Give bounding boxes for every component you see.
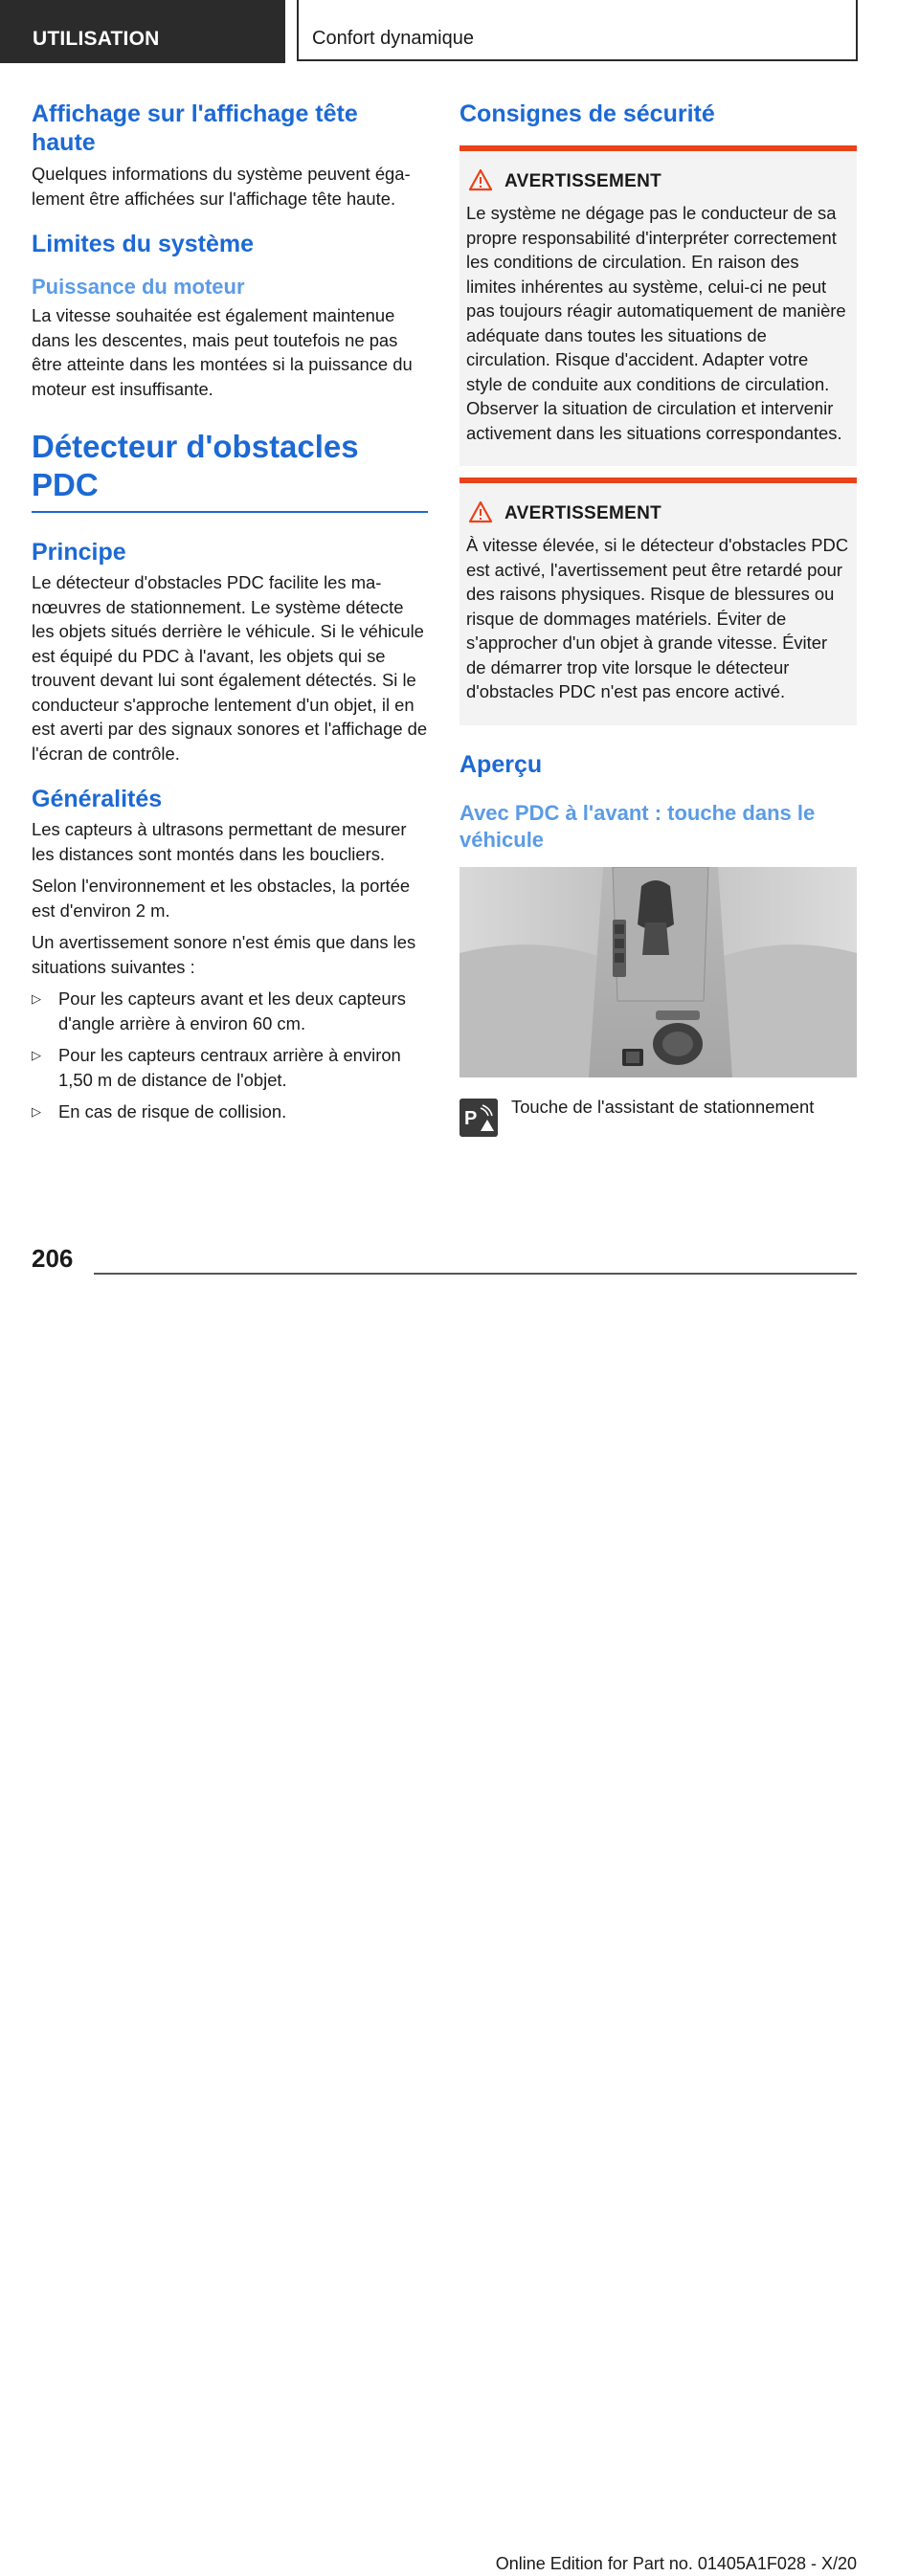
caption-text: Touche de l'assistant de stationnement [511,1096,815,1117]
warning-box-1 [460,145,857,466]
limits-heading: Limites du système [32,231,255,257]
pdc-heading-block [32,428,428,513]
hud-text: Quelques informations du système peuvent également être affichées sur l'affichage tête haute. [32,164,411,209]
general-text-3: Un avertissement sonore n'est émis que dans les situations suivantes : [32,932,416,977]
warning-triangle-icon [468,500,493,523]
section-tab: UTILISATION [0,0,285,63]
conditions-list [32,987,428,1124]
list-item-text: Pour les capteurs centraux arrière à environ 1,50 m de distance de l'objet. [58,1045,401,1090]
pdc-heading: Détecteur d'obstacles PDC [32,429,359,502]
right-column [460,96,857,1137]
page-number: 206 [32,1244,74,1273]
principle-heading: Principe [32,539,126,566]
warning-triangle-icon [468,168,493,191]
list-item-text: Pour les capteurs avant et les deux capteurs d'angle arrière à environ 60 cm. [58,988,406,1033]
principle-text: Le détecteur d'obstacles PDC facilite les manœuvres de stationnement. Le système détecte les objets situés derrière le véhicule. Si le véhicule est équipé du PDC à l'avant, les objets qui se trouvent devant lui sont également détectés. Si le conducteur s'approche lentement d'un objet, il en est averti par des signaux sonores et l'affichage de l'écran de contrôle. [32,572,428,764]
bullet-triangle-icon: ▷ [32,1104,41,1119]
footer-rule [94,1273,857,2573]
warning-title-text: AVERTISSEMENT [504,171,662,191]
parking-assistant-icon [460,1099,498,1137]
caption-row [460,1095,857,1137]
general-text-1: Les capteurs à ultrasons permettant de mesurer les distances sont montés dans les boucliers. [32,819,407,864]
edition-text: Online Edition for Part no. 01405A1F028 - X/20 [495,2554,857,2573]
warning-text: À vitesse élevée, si le détecteur d'obstacles PDC est activé, l'avertissement peut être retardé pour des raisons physiques. Risque de blessures ou risque de dommages matériels. Éviter de s'approcher d'un objet à grande vitesse. Éviter de démarrer trop vite lorsque le détecteur d'obstacles PDC n'est pas encore activé. [466,535,849,701]
warning-title [466,502,849,525]
hud-heading: Affichage sur l'affichage tête haute [32,100,358,156]
general-heading: Généralités [32,786,163,812]
safety-heading: Consignes de sécurité [460,100,715,127]
svg-text:P: P [464,1107,478,1129]
list-item [32,987,428,1035]
bullet-triangle-icon: ▷ [32,1048,41,1062]
general-text-2: Selon l'environnement et les obstacles, la portée est d'environ 2 m. [32,876,411,921]
left-column [32,96,428,1124]
overview-heading: Aperçu [460,750,543,778]
bullet-triangle-icon: ▷ [32,991,41,1006]
list-item-text: En cas de risque de collision. [58,1101,287,1121]
engine-text: La vitesse souhaitée est également maintenue dans les descentes, mais peut toutefois ne pas être atteinte dans les montées si la puissance du moteur est insuffisante. [32,305,413,399]
warning-title-text: AVERTISSEMENT [504,503,662,523]
chapter-title: Confort dynamique [297,0,858,61]
engine-heading: Puissance du moteur [32,275,245,299]
list-item [32,1099,428,1124]
warning-title [466,170,849,193]
warning-text: Le système ne dégage pas le conducteur de sa propre responsabilité d'interpréter correctement les conditions de circulation. En raison des limites inhérentes au système, celui-ci ne peut pas toujours réagir automatiquement de manière adéquate dans toutes les situations de circulation. Risque d'accident. Adapter votre style de conduite aux conditions de circulation. Observer la situation de circulation et intervenir activement dans les situations correspondantes. [466,203,846,443]
list-item [32,1043,428,1092]
center-console-photo [460,867,857,1077]
front-pdc-heading: Avec PDC à l'avant : touche dans le véhicule [460,800,816,852]
page-header [0,0,919,63]
warning-box-2 [460,477,857,725]
